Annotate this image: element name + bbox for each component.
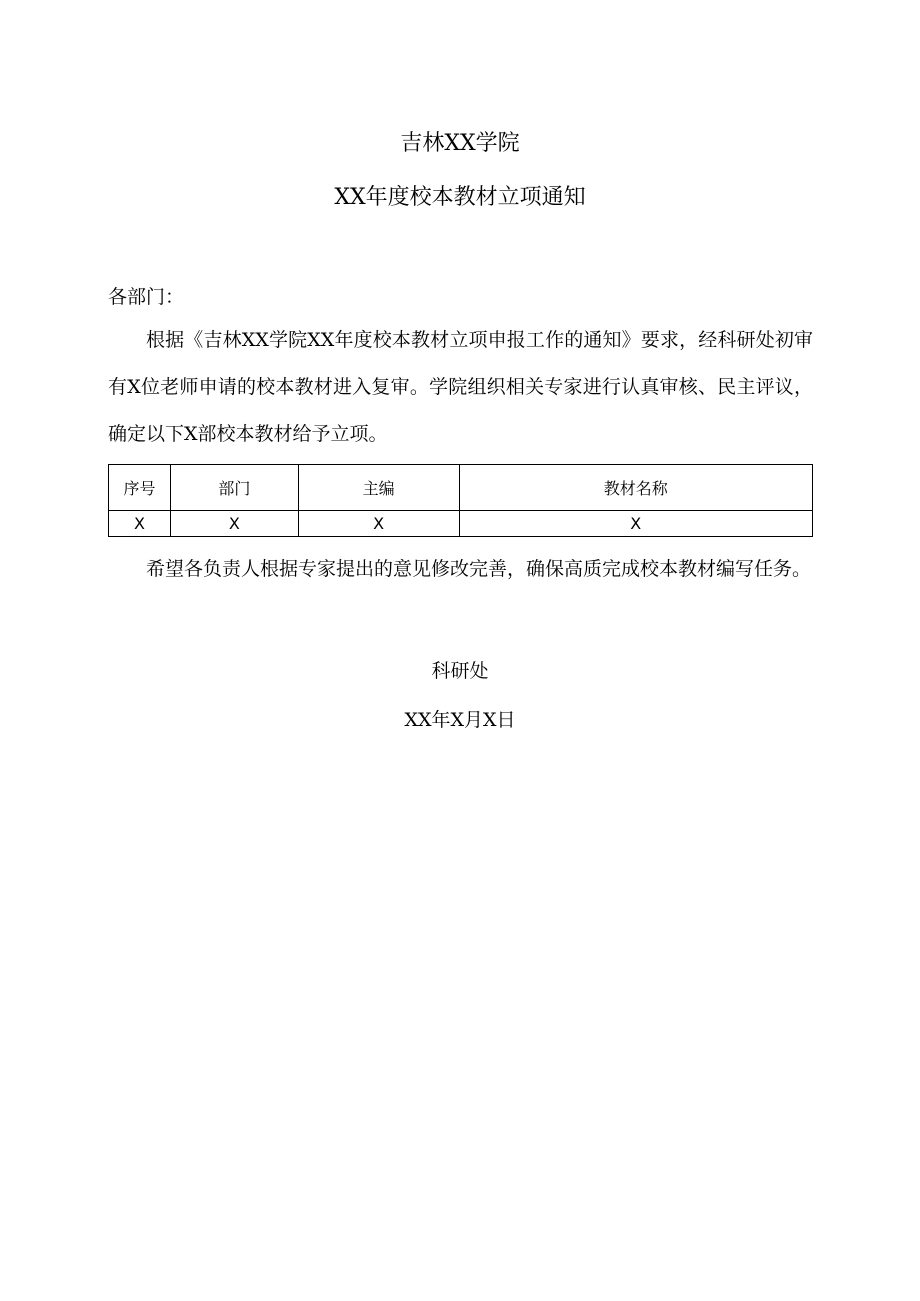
salutation: 各部门： <box>108 286 185 308</box>
cell-chief-editor: X <box>298 511 459 537</box>
header-serial-number: 序号 <box>109 465 171 511</box>
textbook-table <box>108 464 813 537</box>
signature-date: XX年X月X日 <box>404 709 516 731</box>
document-title-line2: XX年度校本教材立项通知 <box>334 185 586 210</box>
header-department: 部门 <box>170 465 298 511</box>
cell-textbook-name: X <box>459 511 813 537</box>
signature-office: 科研处 <box>431 660 489 682</box>
intro-paragraph: 根据《吉林XX学院XX年度校本教材立项申报工作的通知》要求，经科研处初审有X位老师申请的校本教材进入复审。学院组织相关专家进行认真审核、民主评议，确定以下X部校本教材给予立项。 <box>108 329 813 445</box>
closing-paragraph: 希望各负责人根据专家提出的意见修改完善，确保高质完成校本教材编写任务。 <box>146 558 812 580</box>
document-title-line1: 吉林XX学院 <box>400 131 520 156</box>
header-chief-editor: 主编 <box>298 465 459 511</box>
table-row <box>109 511 813 537</box>
header-textbook-name: 教材名称 <box>459 465 813 511</box>
cell-department: X <box>170 511 298 537</box>
table-header-row <box>109 465 813 511</box>
cell-serial-number: X <box>109 511 171 537</box>
